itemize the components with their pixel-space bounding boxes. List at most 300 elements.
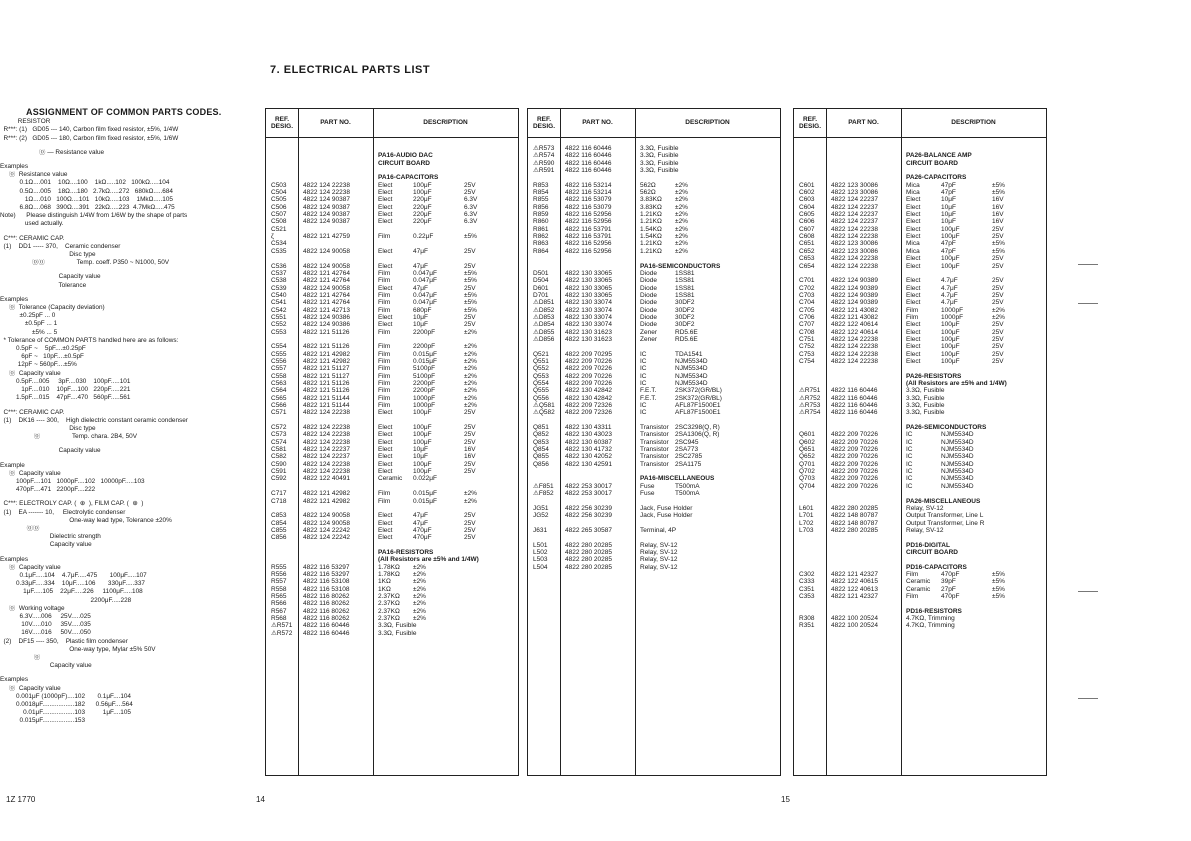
legend-line: 2200μF.....228 (0, 596, 132, 604)
legend-line: 12pF ~ 560pF....±5% (0, 361, 77, 369)
rating-cell: ±5% (464, 233, 477, 241)
description-cell: Terminal, 4P (640, 526, 677, 534)
part-number-cell: 4822 124 22238 (831, 233, 878, 241)
rating-cell: 25V (464, 181, 476, 189)
description-cell: IC (906, 482, 913, 490)
part-number-cell: 4822 121 42982 (303, 350, 350, 358)
part-number-cell: 4822 124 22238 (831, 335, 878, 343)
section-heading-row (528, 263, 780, 270)
table-row (528, 152, 780, 159)
table-row (266, 307, 518, 314)
table-row (794, 586, 1046, 593)
part-number-cell: 4822 130 33065 (565, 277, 612, 285)
ref-desig-cell: C706 (799, 313, 815, 321)
description-cell: (All Resistors are ±5% and 1/4W) (378, 556, 479, 564)
part-number-cell: 4822 280 20285 (565, 563, 612, 571)
table-row (528, 556, 780, 563)
value-cell: ±2% (675, 225, 688, 233)
part-number-cell: 4822 124 90058 (303, 512, 350, 520)
description-cell: PD16-CAPACITORS (906, 563, 967, 571)
ref-desig-cell: C602 (799, 189, 815, 197)
legend-line: ⓪ (0, 653, 41, 661)
part-number-cell: 4822 121 51144 (303, 394, 350, 402)
ref-desig-cell: Q854 (533, 446, 549, 454)
value-cell: ±2% (675, 203, 688, 211)
description-cell: Elect (906, 262, 921, 270)
rating-cell: ±2% (464, 372, 477, 380)
value-cell: ±2% (675, 218, 688, 226)
description-cell: Elect (906, 328, 921, 336)
table-row (528, 431, 780, 438)
description-cell: 3.83KΩ (640, 203, 662, 211)
ref-desig-cell: C508 (271, 218, 287, 226)
ref-desig-cell: Q853 (533, 438, 549, 446)
description-cell: PD16-RESISTORS (906, 607, 962, 615)
ref-desig-cell: ⚠R591 (533, 167, 555, 175)
description-cell: PA16-RESISTORS (378, 548, 434, 556)
ref-desig-cell: C506 (271, 203, 287, 211)
table-row (794, 233, 1046, 240)
legend-line: ⓪ — Resistance value (0, 148, 105, 156)
table-row (794, 226, 1046, 233)
table-row (794, 622, 1046, 629)
rating-cell: 25V (992, 343, 1004, 351)
part-number-cell: 4822 130 33074 (565, 299, 612, 307)
description-cell: Elect (906, 196, 921, 204)
description-cell: Elect (906, 299, 921, 307)
value-cell: 100μF (941, 321, 960, 329)
ref-desig-cell: C705 (799, 306, 815, 314)
ref-desig-cell: C652 (799, 247, 815, 255)
value-cell: 100μF (941, 350, 960, 358)
table-row (794, 285, 1046, 292)
description-cell: IC (906, 431, 913, 439)
part-number-cell: 4822 130 31623 (565, 335, 612, 343)
table-row (266, 600, 518, 607)
ref-desig-cell: C555 (271, 350, 287, 358)
value-cell: 0.047μF (413, 269, 437, 277)
part-number-cell: 4822 124 22237 (303, 453, 350, 461)
table-row (528, 285, 780, 292)
part-number-cell: 4822 265 30587 (565, 526, 612, 534)
value-cell: ±2% (413, 607, 426, 615)
part-number-cell: 4822 148 80787 (831, 512, 878, 520)
table-row (266, 439, 518, 446)
ref-desig-cell: JG51 (533, 504, 549, 512)
description-cell: Elect (378, 446, 393, 454)
part-number-cell: 4822 124 22242 (303, 526, 350, 534)
part-number-cell: 4822 116 60446 (303, 622, 350, 630)
ref-desig-cell: C351 (799, 585, 815, 593)
rating-cell: 25V (464, 534, 476, 542)
table-row (528, 270, 780, 277)
legend-lines (0, 118, 258, 725)
value-cell: 4.7μF (941, 299, 958, 307)
value-cell: RD5.6E (675, 335, 698, 343)
part-number-cell: 4822 209 70226 (831, 468, 878, 476)
part-number-cell: 4822 280 20285 (565, 556, 612, 564)
description-cell: Elect (378, 519, 393, 527)
ref-desig-header: REF. DESIG. (270, 115, 294, 130)
ref-desig-cell: R863 (533, 240, 549, 248)
legend-line: R***: (2) GD05 --- 180, Carbon film fixed resistor, ±5%, 1/6W (0, 134, 179, 142)
description-cell: 1.54KΩ (640, 225, 662, 233)
ref-desig-cell: C552 (271, 321, 287, 329)
part-number-cell: 4822 209 70226 (831, 431, 878, 439)
part-number-cell: 4822 124 90058 (303, 247, 350, 255)
table-row (528, 505, 780, 512)
value-cell: 10μF (941, 211, 956, 219)
description-cell: Output Transformer, Line R (906, 519, 985, 527)
description-cell: 3.3Ω, Fusible (640, 167, 679, 175)
table-row (794, 431, 1046, 438)
part-number-cell: 4822 116 60446 (565, 152, 612, 160)
legend-line: C***: CERAMIC CAP. (0, 234, 65, 242)
rating-cell: 25V (992, 350, 1004, 358)
value-cell: 100μF (941, 343, 960, 351)
ref-desig-cell: C566 (271, 402, 287, 410)
rating-cell: 25V (992, 284, 1004, 292)
value-cell: NJM5534D (941, 468, 974, 476)
legend-line: Dielectric strength (0, 533, 101, 541)
part-no-header: PART NO. (320, 119, 351, 127)
legend-line: ⓪ Working voltage (0, 604, 65, 612)
legend-line: C***: CERAMIC CAP. (0, 408, 65, 416)
part-number-cell: 4822 209 70226 (565, 357, 612, 365)
table-row (528, 240, 780, 247)
value-cell: NJM5534D (941, 453, 974, 461)
table-row (266, 483, 518, 490)
part-number-cell: 4822 121 42764 (303, 277, 350, 285)
table-row (266, 417, 518, 424)
rating-cell: 16V (464, 446, 476, 454)
part-number-cell: 4822 123 30086 (831, 181, 878, 189)
table-row (266, 321, 518, 328)
part-number-cell: 4822 124 22238 (831, 225, 878, 233)
ref-desig-cell: Q704 (799, 482, 815, 490)
value-cell: NJM5534D (941, 475, 974, 483)
rating-cell: ±5% (464, 306, 477, 314)
legend-line: 0.5pF....005 3pF....030 100pF.....101 (0, 377, 131, 385)
legend-line: Examples (0, 163, 29, 171)
description-cell: Film (378, 299, 391, 307)
table-row (794, 615, 1046, 622)
description-cell: Elect (906, 350, 921, 358)
part-number-cell: 4822 124 22242 (303, 534, 350, 542)
part-number-cell: 4822 209 70226 (831, 475, 878, 483)
value-cell: 47μF (413, 284, 428, 292)
value-cell: NJM5534D (941, 482, 974, 490)
ref-desig-cell: C571 (271, 409, 287, 417)
ref-desig-cell: L501 (533, 541, 548, 549)
table-row (528, 424, 780, 431)
description-header: DESCRIPTION (423, 119, 468, 127)
section-heading-row (794, 174, 1046, 181)
ref-desig-cell: Q552 (533, 365, 549, 373)
legend-line: Capacity value (0, 447, 101, 455)
rating-cell: ±2% (464, 350, 477, 358)
ref-desig-cell: C551 (271, 313, 287, 321)
description-cell: Film (906, 570, 919, 578)
rating-cell: 16V (992, 203, 1004, 211)
description-cell: Elect (378, 453, 393, 461)
description-cell: Relay, SV-12 (906, 526, 944, 534)
table-row (528, 380, 780, 387)
value-cell: 1000pF (413, 394, 436, 402)
ref-desig-cell: C703 (799, 291, 815, 299)
ref-desig-cell: C563 (271, 380, 287, 387)
value-cell: 0.047μF (413, 299, 437, 307)
table-row (266, 145, 518, 152)
ref-desig-cell: C591 (271, 468, 287, 476)
value-cell: 10μF (413, 313, 428, 321)
ref-desig-cell: ⚠D854 (533, 321, 555, 329)
description-cell: PD16-DIGITAL (906, 541, 950, 549)
table-row (266, 365, 518, 372)
legend-heading: ASSIGNMENT OF COMMON PARTS CODES. (26, 107, 222, 117)
table-row (266, 226, 518, 233)
ref-desig-cell: C752 (799, 343, 815, 351)
ref-desig-cell: R859 (533, 211, 549, 219)
part-number-cell: 4822 130 33074 (565, 313, 612, 321)
ref-desig-cell: C581 (271, 446, 287, 454)
ref-desig-cell: ⚠R754 (799, 409, 821, 417)
part-number-cell: 4822 116 60446 (831, 394, 878, 402)
description-cell: Elect (378, 468, 393, 476)
part-number-cell: 4822 116 53108 (303, 578, 350, 586)
part-number-cell: 4822 253 30017 (565, 490, 612, 498)
legend-line: ⓪ Capacity value (0, 369, 61, 377)
value-cell: 470μF (413, 534, 432, 542)
part-number-cell: 4822 116 80262 (303, 592, 350, 600)
description-cell: 1.21KΩ (640, 247, 662, 255)
description-cell: IC (640, 380, 647, 387)
table-row (528, 182, 780, 189)
rating-cell: ±5% (992, 578, 1005, 586)
rating-cell: 16V (992, 211, 1004, 219)
part-number-cell: 4822 124 22238 (831, 357, 878, 365)
value-cell: 4.7μF (941, 291, 958, 299)
description-cell: 3.3Ω, Fusible (378, 622, 417, 630)
part-number-cell: 4822 116 53297 (303, 563, 350, 571)
table-row (528, 307, 780, 314)
ref-desig-cell: R566 (271, 600, 287, 608)
ref-desig-cell: R864 (533, 247, 549, 255)
part-number-cell: 4822 280 20285 (565, 548, 612, 556)
part-number-cell: 4822 116 60446 (565, 159, 612, 167)
description-cell: Film (906, 306, 919, 314)
description-cell: PA16-MISCELLANEOUS (640, 475, 715, 483)
table-row (266, 409, 518, 416)
legend-line: 1Ω....010 100Ω....101 10kΩ.....103 1MkΩ.....105 (0, 195, 173, 203)
ref-desig-cell: C574 (271, 438, 287, 446)
part-number-cell: 4822 116 60446 (831, 402, 878, 410)
description-cell: Elect (378, 460, 393, 468)
rating-cell: ±5% (992, 189, 1005, 197)
part-number-cell: 4822 116 60446 (831, 409, 878, 417)
table-row (266, 285, 518, 292)
ref-desig-cell: C503 (271, 181, 287, 189)
description-cell: Elect (378, 247, 393, 255)
description-cell: Film (378, 372, 391, 380)
table-row (794, 218, 1046, 225)
ref-desig-cell: C702 (799, 284, 815, 292)
description-cell: Film (378, 328, 391, 336)
ref-desig-cell: C708 (799, 328, 815, 336)
part-number-cell: 4822 124 22238 (303, 409, 350, 417)
part-number-cell: 4822 124 90389 (831, 277, 878, 285)
description-cell: Film (378, 357, 391, 365)
table-row (794, 255, 1046, 262)
description-cell: Output Transformer, Line L (906, 512, 984, 520)
description-cell: 1.54KΩ (640, 233, 662, 241)
value-cell: 0.22μF (413, 233, 434, 241)
description-cell: 1.78KΩ (378, 570, 400, 578)
description-cell: IC (906, 460, 913, 468)
table-row (266, 402, 518, 409)
description-cell: 1KΩ (378, 585, 391, 593)
table-row (266, 387, 518, 394)
table-row (266, 505, 518, 512)
table-row (794, 593, 1046, 600)
table-row (266, 336, 518, 343)
table-row (528, 453, 780, 460)
ref-desig-cell: R565 (271, 592, 287, 600)
ref-desig-cell: C333 (799, 578, 815, 586)
part-number-cell: 4822 130 33065 (565, 291, 612, 299)
description-cell: Elect (378, 196, 393, 204)
ref-desig-cell: C717 (271, 490, 287, 498)
table-row (794, 277, 1046, 284)
description-cell: F.E.T. (640, 387, 657, 395)
table-row (266, 277, 518, 284)
rating-cell: 25V (464, 512, 476, 520)
legend-line: 100pF....101 1000pF....102 10000pF.....103 (0, 477, 145, 485)
legend-line: 10V.....010 35V.....035 (0, 621, 91, 629)
rating-cell: 25V (992, 255, 1004, 263)
value-cell: 0.022μF (413, 475, 437, 483)
table-row (266, 255, 518, 262)
table-row (266, 196, 518, 203)
description-cell: 3.3Ω, Fusible (906, 387, 945, 395)
description-cell: 2.37KΩ (378, 607, 400, 615)
part-number-cell: 4822 124 22237 (831, 218, 878, 226)
legend-line: 0.1μF.....104 4.7μF.....475 100μF.....107 (0, 571, 147, 579)
ref-desig-cell: R308 (799, 615, 815, 622)
part-number-cell: 4822 253 30017 (565, 482, 612, 490)
legend-line: 0.33μF.....334 10μF.....106 330μF.....337 (0, 580, 145, 588)
ref-desig-cell: ⚠Q582 (533, 409, 555, 417)
description-cell: Diode (640, 269, 657, 277)
description-cell: 1KΩ (378, 578, 391, 586)
value-cell: ±2% (675, 233, 688, 241)
rating-cell: 16V (992, 218, 1004, 226)
description-cell: Film (378, 490, 391, 498)
part-number-cell: 4822 124 22238 (303, 431, 350, 439)
description-cell: 3.83KΩ (640, 196, 662, 204)
table-row (794, 527, 1046, 534)
legend-line: Capacity value (0, 662, 92, 670)
rating-cell: 25V (992, 291, 1004, 299)
part-number-cell: 4822 124 90387 (303, 196, 350, 204)
description-cell: IC (640, 402, 647, 410)
description-cell: Transistor (640, 446, 669, 454)
table-row (794, 270, 1046, 277)
legend-line: ⓪⓪ Temp. coeff. P350 ~ N1000, 50V (0, 259, 170, 267)
rating-cell: ±2% (464, 380, 477, 387)
ref-desig-cell: Q703 (799, 475, 815, 483)
ref-desig-cell: R856 (533, 203, 549, 211)
table-row (528, 167, 780, 174)
value-cell: 470μF (413, 526, 432, 534)
description-cell: Elect (906, 291, 921, 299)
description-cell: IC (640, 350, 647, 358)
table-row (266, 299, 518, 306)
description-cell: Diode (640, 321, 657, 329)
description-cell: Diode (640, 299, 657, 307)
rating-cell: ±5% (464, 299, 477, 307)
table-row (794, 578, 1046, 585)
description-cell: IC (640, 357, 647, 365)
value-cell: ±2% (413, 592, 426, 600)
ref-desig-cell: ⚠Q581 (533, 402, 555, 410)
edge-mark (1078, 264, 1098, 265)
rating-cell: 25V (992, 277, 1004, 285)
description-cell: 3.3Ω, Fusible (906, 402, 945, 410)
value-cell: 30DF2 (675, 299, 695, 307)
part-number-cell: 4822 124 22237 (303, 446, 350, 454)
table-row (528, 468, 780, 475)
value-cell: 30DF2 (675, 313, 695, 321)
value-cell: 100μF (413, 438, 432, 446)
table-row (794, 240, 1046, 247)
table-row (528, 534, 780, 541)
ref-desig-cell: C603 (799, 196, 815, 204)
description-cell: Elect (906, 284, 921, 292)
table-row (528, 343, 780, 350)
description-cell: Mica (906, 240, 920, 248)
table-row (266, 343, 518, 350)
parts-table-1 (265, 108, 519, 776)
ref-desig-cell: Q602 (799, 438, 815, 446)
edge-mark (1078, 303, 1098, 304)
part-number-cell: 4822 116 60446 (565, 145, 612, 152)
value-cell: 100μF (413, 189, 432, 197)
table-header (266, 109, 518, 138)
table-row (528, 218, 780, 225)
table-row (794, 211, 1046, 218)
part-number-cell: 4822 122 40614 (831, 328, 878, 336)
rating-cell: ±2% (464, 328, 477, 336)
table-row (528, 351, 780, 358)
part-number-cell: 4822 121 42982 (303, 497, 350, 505)
value-cell: 1000pF (941, 313, 964, 321)
value-cell: 2SC3298(Q, R) (675, 424, 720, 432)
value-cell: ±2% (413, 585, 426, 593)
value-cell: AFL87F1500E1 (675, 409, 721, 417)
value-cell: 100μF (413, 424, 432, 432)
ref-desig-cell: L701 (799, 512, 814, 520)
value-cell: ±2% (675, 247, 688, 255)
legend-line: 0.01μF..................103 1μF....105 (0, 709, 131, 717)
part-number-cell: 4822 116 53791 (565, 225, 612, 233)
value-cell: ±2% (413, 570, 426, 578)
table-row (528, 542, 780, 549)
legend-line: 470pF....471 2200pF....222 (0, 486, 96, 494)
value-cell: ±2% (413, 563, 426, 571)
ref-desig-cell: C751 (799, 335, 815, 343)
description-header: DESCRIPTION (951, 119, 996, 127)
